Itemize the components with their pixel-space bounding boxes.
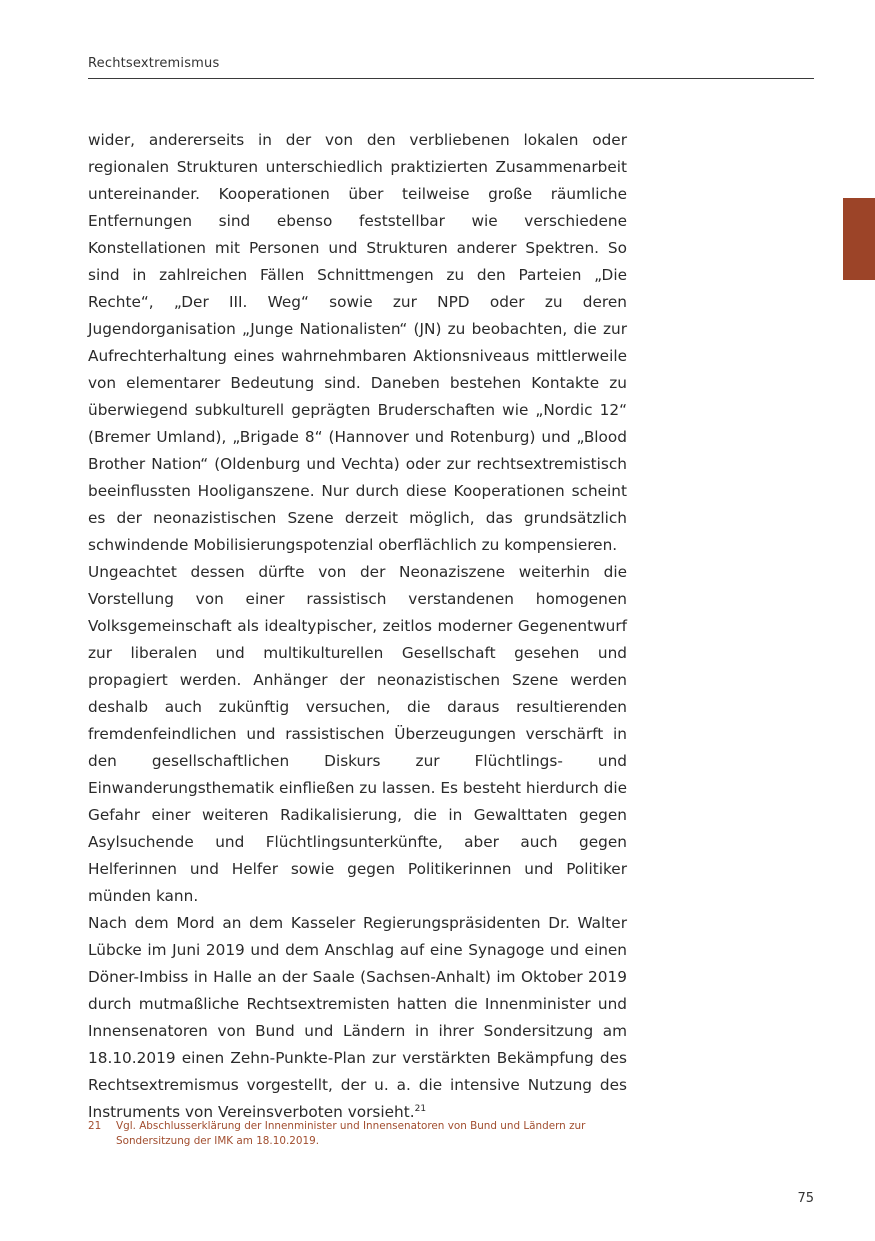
paragraph: [88, 910, 627, 1126]
paragraph: wider, andererseits in der von den verbliebenen lokalen oder regionalen Strukturen unterschiedlich praktizierten Zusammenarbeit untereinander. Kooperationen über teilweise große räumliche Entfernungen sind ebenso feststellbar wie verschiedene Konstellationen mit Personen und Strukturen anderer Spektren. So sind in zahlreichen Fällen Schnittmengen zu den Parteien „Die Rechte“, „Der III. Weg“ sowie zur NPD oder zu deren Jugendorganisation „Junge Nationalisten“ (JN) zu beobachten, die zur Aufrechterhaltung eines wahrnehmbaren Aktionsniveaus mittlerweile von elementarer Bedeutung sind. Daneben bestehen Kontakte zu überwiegend subkulturell geprägten Bruderschaften wie „Nordic 12“ (Bremer Umland), „Brigade 8“ (Hannover und Rotenburg) und „Blood Brother Nation“ (Oldenburg und Vechta) oder zur rechtsextremistisch beeinflussten Hooliganszene. Nur durch diese Kooperationen scheint es der neonazistischen Szene derzeit möglich, das grundsätzlich schwindende Mobilisierungspotenzial oberflächlich zu kompensieren.: [88, 131, 627, 554]
body-text: [88, 127, 627, 1126]
paragraph: Ungeachtet dessen dürfte von der Neonaziszene weiterhin die Vorstellung von einer rassistisch verstandenen homogenen Volksgemeinschaft als idealtypischer, zeitlos moderner Gegenentwurf zur liberalen und multikulturellen Gesellschaft gesehen und propagiert werden. Anhänger der neonazistischen Szene werden deshalb auch zukünftig versuchen, die daraus resultierenden fremdenfeindlichen und rassistischen Überzeugungen verschärft in den gesellschaftlichen Diskurs zur Flüchtlings- und Einwanderungsthematik einfließen zu lassen. Es besteht hierdurch die Gefahr einer weiteren Radikalisierung, die in Gewalttaten gegen Asylsuchende und Flüchtlingsunterkünfte, aber auch gegen Helferinnen und Helfer sowie gegen Politikerinnen und Politiker münden kann.: [88, 563, 627, 905]
header-rule: [88, 78, 814, 79]
footnote-number: 21: [88, 1120, 102, 1132]
footnote: [88, 1119, 633, 1149]
footnote-reference[interactable]: 21: [414, 1103, 427, 1114]
chapter-marker-tab: [843, 198, 875, 280]
footnote-text: Vgl. Abschlusserklärung der Innenminister und Innensenatoren von Bund und Ländern zur Sondersitzung der IMK am 18.10.2019.: [116, 1120, 586, 1147]
running-header-title: Rechtsextremismus: [88, 56, 220, 71]
page-number: 75: [797, 1191, 814, 1206]
paragraph-text: Nach dem Mord an dem Kasseler Regierungspräsidenten Dr. Walter Lübcke im Juni 2019 und dem Anschlag auf eine Synagoge und einen Döner-Imbiss in Halle an der Saale (Sachsen-Anhalt) im Oktober 2019 durch mutmaßliche Rechtsextremisten hatten die Innenminister und Innensenatoren von Bund und Ländern in ihrer Sondersitzung am 18.10.2019 einen Zehn-Punkte-Plan zur verstärkten Bekämpfung des Rechtsextremismus vorgestellt, der u. a. die intensive Nutzung des Instruments von Vereinsverboten vorsieht.: [88, 914, 627, 1121]
